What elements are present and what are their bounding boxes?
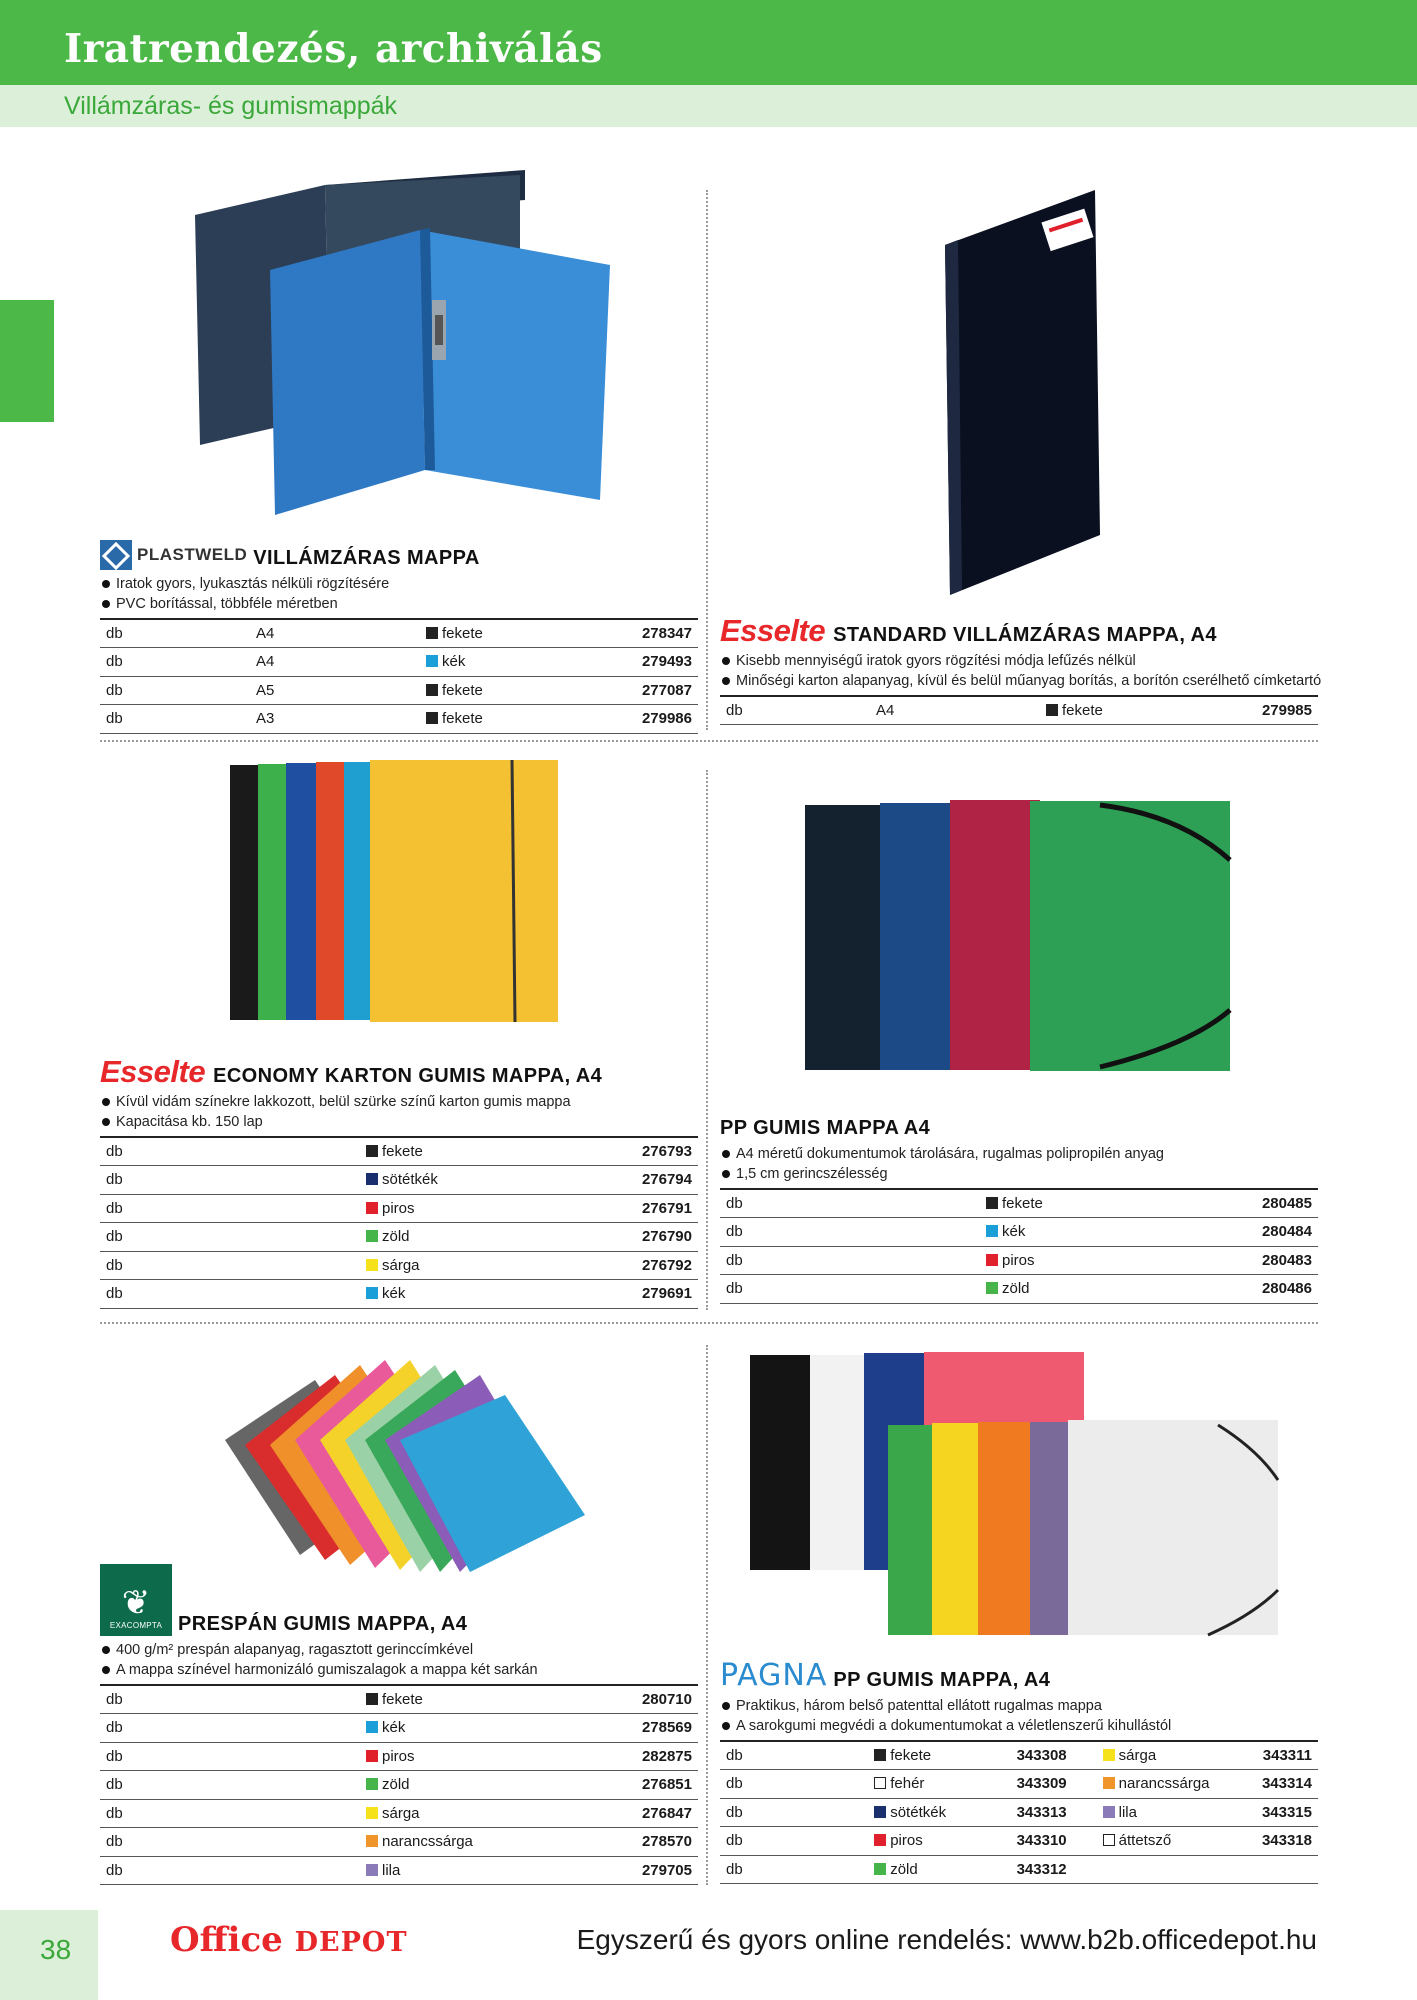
row-divider-2 (100, 1322, 1318, 1324)
product-title: PRESPÁN GUMIS MAPPA, A4 (178, 1613, 468, 1635)
esselte-logo: Esselte (720, 613, 826, 648)
table-cell: db (100, 1223, 360, 1252)
product-code: 277087 (588, 676, 698, 705)
table-cell: db (100, 1828, 360, 1857)
product-code: 280483 (1208, 1246, 1318, 1275)
color-cell (868, 1741, 991, 1770)
color-name: piros (382, 1747, 415, 1765)
office-depot-logo: Office DEPOT (170, 1920, 408, 1960)
product-esselte-standard (720, 613, 1322, 725)
footer-tagline: Egyszerű és gyors online rendelés: www.b2b.officedepot.hu (576, 1924, 1317, 1955)
table-row (720, 1827, 1318, 1856)
page-number: 38 (40, 1934, 72, 1965)
table-row (100, 705, 698, 734)
color-name: zöld (382, 1776, 410, 1794)
color-swatch (426, 684, 438, 696)
table-cell: db (720, 1218, 980, 1247)
color-swatch (986, 1225, 998, 1237)
color-swatch (366, 1864, 378, 1876)
color-cell (360, 1251, 588, 1280)
color-name: piros (382, 1199, 415, 1217)
table-cell: db (100, 1742, 360, 1771)
table-cell: A4 (870, 696, 1040, 725)
table-cell: A5 (250, 676, 420, 705)
table-cell: db (100, 1137, 360, 1166)
color-swatch (366, 1721, 378, 1733)
pp-gumis-folder-image (800, 795, 1240, 1075)
product-prespan (100, 1562, 698, 1885)
product-title: ECONOMY KARTON GUMIS MAPPA, A4 (213, 1065, 603, 1087)
prespan-folder-fan-image (215, 1340, 595, 1575)
color-swatch (426, 627, 438, 639)
table-cell: db (720, 1246, 980, 1275)
color-swatch (366, 1807, 378, 1819)
table-row (720, 1189, 1318, 1218)
product-title: VILLÁMZÁRAS MAPPA (253, 547, 480, 569)
color-cell (1073, 1741, 1226, 1770)
table-cell: db (720, 1827, 868, 1856)
product-table (720, 1740, 1318, 1884)
color-cell (868, 1827, 991, 1856)
row-divider-1 (100, 740, 1318, 742)
product-code: 276791 (588, 1194, 698, 1223)
color-swatch (366, 1230, 378, 1242)
color-name: fekete (1062, 702, 1103, 719)
product-bullet: Praktikus, három belső patenttal ellátott rugalmas mappa (720, 1696, 1318, 1716)
color-name: lila (1118, 1803, 1137, 1821)
color-cell (1040, 696, 1208, 725)
section-subtitle: Villámzáras- és gumismappák (64, 92, 397, 120)
table-cell: db (100, 705, 250, 734)
color-name: zöld (382, 1228, 410, 1246)
color-name: piros (890, 1832, 923, 1850)
color-name: fekete (890, 1747, 932, 1764)
table-cell: db (720, 1855, 868, 1884)
product-code: 276793 (588, 1137, 698, 1166)
product-code: 279705 (588, 1856, 698, 1885)
color-swatch (366, 1259, 378, 1271)
color-name: piros (1002, 1251, 1035, 1269)
table-cell: db (720, 1275, 980, 1304)
product-bullet: PVC borítással, többféle méretben (100, 594, 698, 614)
table-cell: db (100, 1280, 360, 1309)
product-code: 278569 (588, 1714, 698, 1743)
color-name: zöld (890, 1860, 918, 1878)
color-cell (868, 1855, 991, 1884)
table-row (100, 1685, 698, 1714)
product-bullet: A mappa színével harmonizáló gumiszalagok a mappa két sarkán (100, 1660, 698, 1680)
table-cell: db (100, 1251, 360, 1280)
color-cell (420, 676, 588, 705)
color-cell (360, 1280, 588, 1309)
product-code: 343313 (991, 1798, 1073, 1827)
color-cell (360, 1856, 588, 1885)
color-name: fekete (1002, 1195, 1043, 1212)
table-row (100, 1280, 698, 1309)
table-cell: A4 (250, 619, 420, 648)
table-row (100, 1194, 698, 1223)
color-cell (360, 1223, 588, 1252)
color-name: fekete (442, 625, 483, 642)
table-row (100, 676, 698, 705)
color-cell (420, 705, 588, 734)
color-name: fekete (382, 1691, 423, 1708)
product-code: 343314 (1226, 1770, 1318, 1799)
product-bullet: Iratok gyors, lyukasztás nélküli rögzítésére (100, 574, 698, 594)
table-row (100, 1856, 698, 1885)
column-divider-2 (706, 770, 708, 1310)
table-cell: db (100, 648, 250, 677)
table-cell: A3 (250, 705, 420, 734)
color-swatch (366, 1287, 378, 1299)
plastweld-logo: PLASTWELD (100, 540, 247, 570)
color-cell (980, 1218, 1208, 1247)
color-swatch (986, 1254, 998, 1266)
product-code: 276794 (588, 1166, 698, 1195)
color-name: kék (1002, 1223, 1026, 1241)
color-swatch (874, 1749, 886, 1761)
table-cell: db (100, 1714, 360, 1743)
product-code: 343318 (1226, 1827, 1318, 1856)
table-row (100, 1714, 698, 1743)
color-cell (420, 648, 588, 677)
table-cell: db (100, 1685, 360, 1714)
color-swatch (426, 655, 438, 667)
color-swatch (366, 1202, 378, 1214)
product-code: 343308 (991, 1741, 1073, 1770)
product-table (720, 1188, 1318, 1304)
product-code: 279691 (588, 1280, 698, 1309)
product-esselte-economy (100, 1054, 698, 1309)
table-cell: db (720, 1770, 868, 1799)
product-code: 280484 (1208, 1218, 1318, 1247)
product-table (100, 1684, 698, 1885)
color-cell (360, 1714, 588, 1743)
product-code: 343311 (1226, 1741, 1318, 1770)
color-cell (980, 1246, 1208, 1275)
product-code: 279493 (588, 648, 698, 677)
product-bullet: 400 g/m² prespán alapanyag, ragasztott gerinccímkével (100, 1640, 698, 1660)
product-table (100, 618, 698, 734)
color-name: sárga (1118, 1747, 1157, 1764)
table-row (720, 1218, 1318, 1247)
color-name: fekete (442, 681, 483, 699)
color-swatch (366, 1750, 378, 1762)
color-name: kék (442, 653, 466, 671)
product-code: 280485 (1208, 1189, 1318, 1218)
product-code: 343309 (991, 1770, 1073, 1799)
product-code: 276792 (588, 1251, 698, 1280)
color-name: sötétkék (890, 1803, 947, 1821)
color-cell (868, 1798, 991, 1827)
color-name: narancssárga (1118, 1775, 1210, 1793)
color-swatch (1103, 1749, 1115, 1761)
color-name: fekete (442, 710, 483, 728)
product-code: 280486 (1208, 1275, 1318, 1304)
table-row (720, 696, 1318, 725)
product-bullet: 1,5 cm gerincszélesség (720, 1164, 1318, 1184)
table-cell: db (100, 1799, 360, 1828)
color-name: sötétkék (382, 1171, 438, 1189)
product-code: 278570 (588, 1828, 698, 1857)
product-bullet: Kisebb mennyiségű iratok gyors rögzítési módja lefűzés nélkül (720, 651, 1318, 671)
table-row (100, 619, 698, 648)
product-code: 343312 (991, 1855, 1073, 1884)
product-code: 278347 (588, 619, 698, 648)
table-row (720, 1770, 1318, 1799)
color-cell (360, 1194, 588, 1223)
table-cell: db (100, 1194, 360, 1223)
product-title: PP GUMIS MAPPA, A4 (833, 1669, 1051, 1691)
exacompta-logo-icon: ❦ (121, 1584, 151, 1622)
color-swatch (1103, 1777, 1115, 1789)
product-code: 279985 (1208, 696, 1318, 725)
color-cell (1073, 1827, 1226, 1856)
color-swatch (874, 1863, 886, 1875)
color-cell (1073, 1855, 1226, 1884)
color-name: kék (382, 1719, 406, 1737)
product-bullet: Minőségi karton alapanyag, kívül és belül műanyag borítás, a borítón cserélhető címketartó (720, 671, 1318, 691)
color-cell (360, 1828, 588, 1857)
esselte-economy-folder-image (230, 760, 560, 1025)
plastweld-binder-image (190, 170, 620, 520)
table-row (100, 1251, 698, 1280)
color-cell (980, 1189, 1208, 1218)
color-name: zöld (1002, 1280, 1030, 1298)
color-name: fekete (382, 1143, 423, 1160)
table-cell: db (100, 1856, 360, 1885)
product-bullet: Kapacitása kb. 150 lap (100, 1112, 698, 1132)
color-name: lila (382, 1861, 401, 1879)
color-cell (360, 1742, 588, 1771)
color-cell (420, 619, 588, 648)
product-title: STANDARD VILLÁMZÁRAS MAPPA, A4 (833, 624, 1217, 646)
color-swatch (366, 1778, 378, 1790)
table-row (100, 1137, 698, 1166)
plastweld-logo-icon (100, 540, 132, 570)
product-title: PP GUMIS MAPPA A4 (720, 1117, 931, 1139)
color-cell (1073, 1770, 1226, 1799)
product-pp-gumis (720, 1110, 1318, 1304)
color-swatch (426, 712, 438, 724)
color-swatch (366, 1145, 378, 1157)
product-code: 276847 (588, 1799, 698, 1828)
product-bullet: A sarokgumi megvédi a dokumentumokat a véletlenszerű kihullástól (720, 1716, 1318, 1736)
table-row (100, 1742, 698, 1771)
pagna-logo: PAGNA (720, 1658, 828, 1693)
table-cell: db (720, 1741, 868, 1770)
product-code: 276851 (588, 1771, 698, 1800)
color-cell (360, 1771, 588, 1800)
esselte-standard-binder-image (940, 190, 1110, 600)
column-divider-3 (706, 1345, 708, 1885)
product-code: 279986 (588, 705, 698, 734)
color-name: fehér (890, 1775, 925, 1793)
table-row (720, 1855, 1318, 1884)
color-swatch (874, 1777, 886, 1789)
product-bullet: Kívül vidám színekre lakkozott, belül szürke színű karton gumis mappa (100, 1092, 698, 1112)
product-code: 343310 (991, 1827, 1073, 1856)
table-cell: db (100, 676, 250, 705)
table-row (720, 1741, 1318, 1770)
color-cell (360, 1799, 588, 1828)
table-row (720, 1246, 1318, 1275)
table-row (100, 1828, 698, 1857)
product-plastweld (100, 536, 698, 734)
table-cell: db (100, 1771, 360, 1800)
table-cell: db (100, 619, 250, 648)
color-swatch (366, 1173, 378, 1185)
product-code: 282875 (588, 1742, 698, 1771)
pagna-folder-image (748, 1350, 1283, 1640)
page-title: Iratrendezés, archiválás (64, 26, 603, 72)
color-name: kék (382, 1285, 406, 1303)
exacompta-logo: ❦ EXACOMPTA (100, 1564, 172, 1636)
product-code (1226, 1855, 1318, 1884)
table-cell: db (100, 1166, 360, 1195)
product-pagna (720, 1658, 1318, 1884)
color-cell (980, 1275, 1208, 1304)
table-row (100, 1223, 698, 1252)
table-row (100, 648, 698, 677)
color-name: narancssárga (382, 1833, 473, 1851)
color-swatch (986, 1197, 998, 1209)
color-swatch (874, 1834, 886, 1846)
table-row (720, 1798, 1318, 1827)
product-table (720, 695, 1318, 725)
table-row (100, 1166, 698, 1195)
table-row (100, 1771, 698, 1800)
product-code: 280710 (588, 1685, 698, 1714)
color-cell (360, 1166, 588, 1195)
color-cell (1073, 1798, 1226, 1827)
color-cell (868, 1770, 991, 1799)
product-code: 343315 (1226, 1798, 1318, 1827)
product-table (100, 1136, 698, 1309)
color-swatch (366, 1835, 378, 1847)
table-cell: db (720, 1798, 868, 1827)
color-name: áttetsző (1118, 1832, 1172, 1850)
color-swatch (1103, 1834, 1115, 1846)
side-tab-marker (0, 300, 54, 422)
esselte-logo: Esselte (100, 1054, 206, 1089)
color-cell (360, 1137, 588, 1166)
product-bullet: A4 méretű dokumentumok tárolására, rugalmas polipropilén anyag (720, 1144, 1318, 1164)
product-code: 276790 (588, 1223, 698, 1252)
color-name: sárga (382, 1256, 420, 1274)
color-swatch (1103, 1806, 1115, 1818)
table-cell: db (720, 1189, 980, 1218)
table-row (100, 1799, 698, 1828)
color-swatch (1046, 704, 1058, 716)
color-swatch (986, 1282, 998, 1294)
table-cell: A4 (250, 648, 420, 677)
color-cell (360, 1685, 588, 1714)
table-row (720, 1275, 1318, 1304)
color-swatch (366, 1693, 378, 1705)
color-swatch (874, 1806, 886, 1818)
column-divider-1 (706, 190, 708, 730)
color-name: sárga (382, 1804, 420, 1822)
table-cell: db (720, 696, 870, 725)
